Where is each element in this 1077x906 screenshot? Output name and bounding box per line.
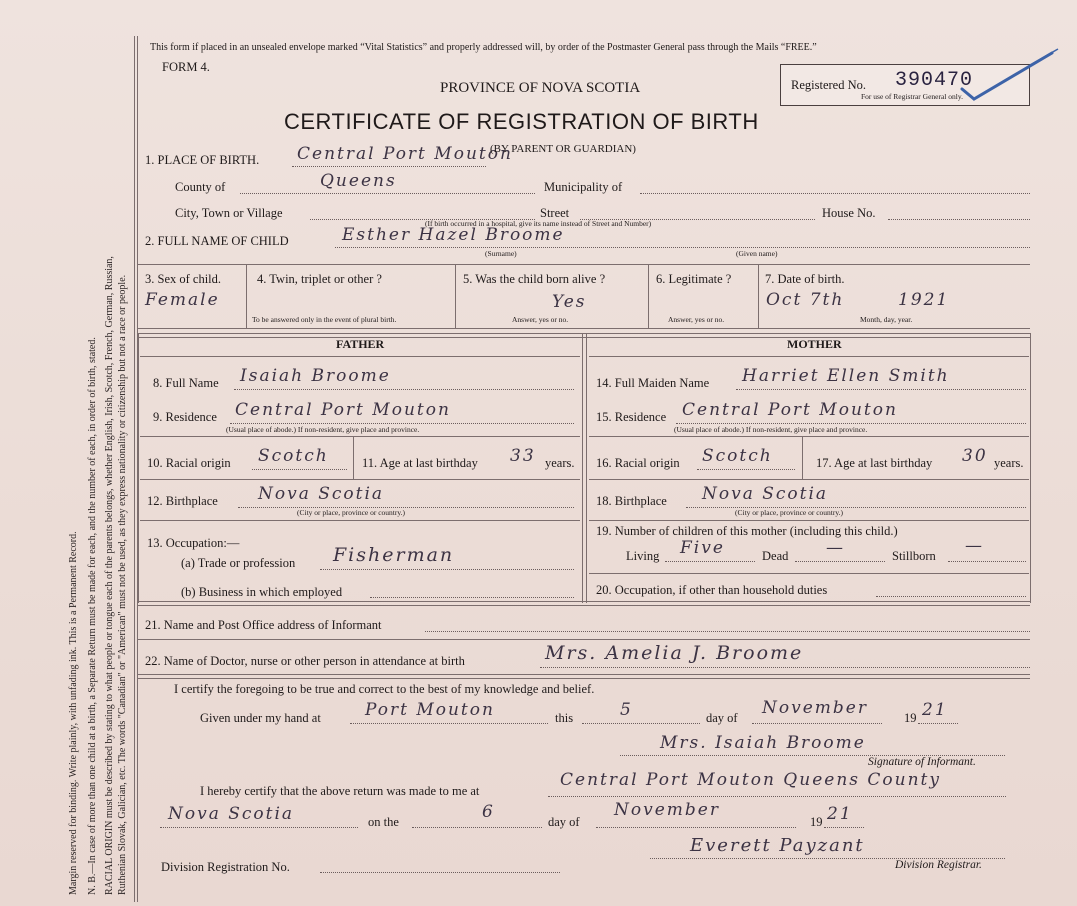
surname-note: (Surname) <box>485 249 517 258</box>
row3-divider-2 <box>455 264 456 328</box>
place-of-birth-value: Central Port Mouton <box>297 144 513 164</box>
mother-age-label: 17. Age at last birthday <box>816 456 933 470</box>
year2-value: 21 <box>827 804 853 824</box>
page-title: CERTIFICATE OF REGISTRATION OF BIRTH <box>284 109 759 134</box>
born-alive-label: 5. Was the child born alive ? <box>463 272 606 286</box>
margin-note-multiple-births: N. B.—In case of more than one child at a birth, a Separate Return must be made for each, and the number of each, in order of birth, stated. <box>87 337 98 895</box>
parents-center-divider-b <box>586 333 587 603</box>
sex-label: 3. Sex of child. <box>145 272 222 286</box>
on-the-line <box>412 827 542 828</box>
house-label: House No. <box>822 206 876 220</box>
father-age-value: 33 <box>510 446 536 466</box>
row3-divider-3 <box>648 264 649 328</box>
mother-residence-line <box>676 423 1026 424</box>
informant-signature: Mrs. Isaiah Broome <box>660 733 866 753</box>
mother-racial-divider <box>802 437 803 479</box>
father-birthplace-label: 12. Birthplace <box>147 494 218 508</box>
mother-row-rule-4 <box>589 573 1029 574</box>
postal-notice: This form if placed in an unsealed envelope marked “Vital Statistics” and properly addressed will, by order of the Postmaster General pass through the Mails “FREE.” <box>150 42 817 53</box>
row3-bottom-rule <box>138 328 1030 329</box>
street-label: Street <box>540 206 570 220</box>
born-alive-value: Yes <box>552 292 587 312</box>
month-value: November <box>762 698 868 718</box>
parents-top-rule <box>138 333 1030 338</box>
living-line <box>665 561 755 562</box>
dob-note: Month, day, year. <box>860 315 913 324</box>
certify-top-rule <box>138 674 1030 679</box>
day-of-label-2: day of <box>548 815 580 829</box>
month-line <box>752 723 882 724</box>
father-birthplace-note: (City or place, province or country.) <box>297 508 406 517</box>
father-trade-value: Fisherman <box>333 544 455 566</box>
house-line <box>888 219 1030 220</box>
father-residence-line <box>230 423 574 424</box>
mother-racial-line <box>697 469 795 470</box>
hospital-note: (If birth occurred in a hospital, give its name instead of Street and Number) <box>425 219 652 228</box>
child-name-label: 2. FULL NAME OF CHILD <box>145 234 289 248</box>
parents-left-edge <box>138 333 139 603</box>
mother-occupation-label: 20. Occupation, if other than household duties <box>596 583 828 597</box>
given-name-note: (Given name) <box>736 249 778 258</box>
attendant-label: 22. Name of Doctor, nurse or other person in attendance at birth <box>145 654 465 668</box>
county-line <box>240 193 535 194</box>
month2-line <box>596 827 796 828</box>
mother-children-label: 19. Number of children of this mother (including this child.) <box>596 524 898 538</box>
mother-residence-label: 15. Residence <box>596 410 667 424</box>
this-label: this <box>555 711 574 725</box>
mother-residence-value: Central Port Mouton <box>682 400 898 420</box>
father-birthplace-line <box>238 507 574 508</box>
mother-racial-value: Scotch <box>702 446 773 466</box>
year-line <box>918 723 958 724</box>
province-heading: PROVINCE OF NOVA SCOTIA <box>440 80 641 96</box>
legitimate-label: 6. Legitimate ? <box>656 272 732 286</box>
year2-line <box>824 827 864 828</box>
mother-name-label: 14. Full Maiden Name <box>596 376 710 390</box>
attendant-value: Mrs. Amelia J. Broome <box>545 642 804 664</box>
dead-label: Dead <box>762 549 789 563</box>
registrar-note: For use of Registrar General only. <box>861 92 963 101</box>
father-row-rule-1 <box>140 436 580 437</box>
margin-note-racial-origin-2: Ruthenian Slovak, Galician, etc. The words "Canadian" or "American" must not be used, as they express nationality or citizenship but not a race or people. <box>117 274 128 895</box>
mother-row-rule-2 <box>589 479 1029 480</box>
registrar-signature: Everett Payzant <box>690 835 865 856</box>
dob-year: 1921 <box>898 290 950 310</box>
dead-line <box>795 561 885 562</box>
this-line <box>582 723 700 724</box>
father-trade-label: (a) Trade or profession <box>181 556 296 570</box>
return-place-line-2 <box>160 827 358 828</box>
place-of-birth-line <box>292 166 486 167</box>
father-heading-rule <box>140 356 580 357</box>
informant-label: 21. Name and Post Office address of Informant <box>145 618 382 632</box>
certify-statement: I certify the foregoing to be true and correct to the best of my knowledge and belief. <box>174 682 595 696</box>
return-place-value: Central Port Mouton Queens County <box>560 770 941 790</box>
signature-label: Signature of Informant. <box>868 756 976 768</box>
given-label: Given under my hand at <box>200 711 321 725</box>
mother-age-unit: years. <box>994 456 1024 470</box>
city-label: City, Town or Village <box>175 206 283 220</box>
stillborn-value: — <box>965 536 984 556</box>
father-trade-line <box>320 569 574 570</box>
year2-prefix: 19 <box>810 815 823 829</box>
municipality-line <box>640 193 1030 194</box>
father-residence-note: (Usual place of abode.) If non-resident, give place and province. <box>226 425 420 434</box>
father-name-value: Isaiah Broome <box>240 366 391 386</box>
father-racial-divider <box>353 437 354 479</box>
informant-rule <box>138 639 1030 640</box>
living-label: Living <box>626 549 660 563</box>
mother-heading: MOTHER <box>787 337 842 351</box>
county-value: Queens <box>320 171 397 191</box>
return-place-value-2: Nova Scotia <box>168 804 295 824</box>
margin-note-racial-origin: RACIAL ORIGIN must be described by stating to what people or tongue each of the parents belongs, whether English, Irish, Scotch, French, German, Russian, <box>104 256 115 895</box>
mother-birthplace-label: 18. Birthplace <box>596 494 667 508</box>
father-row-rule-2 <box>140 479 580 480</box>
informant-line <box>425 631 1030 632</box>
year-prefix: 19 <box>904 711 917 725</box>
father-occupation-label: 13. Occupation:— <box>147 536 240 550</box>
given-place-line <box>350 723 548 724</box>
father-name-label: 8. Full Name <box>153 376 219 390</box>
mother-racial-label: 16. Racial origin <box>596 456 680 470</box>
mother-occupation-line <box>876 596 1026 597</box>
father-heading: FATHER <box>336 337 385 351</box>
margin-note-binding: Margin reserved for binding. Write plainly, with unfading ink. This is a Permanent Record. <box>68 531 79 895</box>
living-value: Five <box>680 538 725 558</box>
mother-age-value: 30 <box>962 446 988 466</box>
year-value: 21 <box>922 700 948 720</box>
day-of-label: day of <box>706 711 738 725</box>
division-registration-line <box>320 872 560 873</box>
mother-residence-note: (Usual place of abode.) If non-resident, give place and province. <box>674 425 868 434</box>
father-residence-value: Central Port Mouton <box>235 400 451 420</box>
twin-label: 4. Twin, triplet or other ? <box>257 272 382 286</box>
father-racial-value: Scotch <box>258 446 329 466</box>
sex-value: Female <box>145 290 220 310</box>
father-residence-label: 9. Residence <box>153 410 217 424</box>
parents-bottom-rule <box>138 601 1030 606</box>
parents-right-edge <box>1030 333 1031 603</box>
checkmark-icon <box>960 47 1060 107</box>
county-label: County of <box>175 180 226 194</box>
father-racial-label: 10. Racial origin <box>147 456 231 470</box>
father-name-line <box>234 389 574 390</box>
dob-value: Oct 7th <box>766 290 845 310</box>
mother-name-line <box>736 389 1026 390</box>
father-age-label: 11. Age at last birthday <box>362 456 478 470</box>
row3-top-rule <box>138 264 1030 265</box>
registered-number: 390470 <box>895 69 974 92</box>
father-age-unit: years. <box>545 456 575 470</box>
legitimate-note: Answer, yes or no. <box>668 315 725 324</box>
father-birthplace-value: Nova Scotia <box>258 484 385 504</box>
stillborn-line <box>948 561 1026 562</box>
registered-label: Registered No. <box>791 78 866 92</box>
father-business-label: (b) Business in which employed <box>181 585 343 599</box>
child-name-line <box>335 247 1030 248</box>
mother-name-value: Harriet Ellen Smith <box>742 366 950 386</box>
dob-label: 7. Date of birth. <box>765 272 845 286</box>
form-number: FORM 4. <box>162 60 210 74</box>
this-value: 5 <box>620 700 633 720</box>
attendant-line <box>540 667 1030 668</box>
father-business-line <box>370 597 574 598</box>
on-the-value: 6 <box>482 802 495 822</box>
division-registration-label: Division Registration No. <box>161 860 290 874</box>
mother-heading-rule <box>589 356 1029 357</box>
guardian-note: (BY PARENT OR GUARDIAN) <box>490 143 636 155</box>
division-registrar-label: Division Registrar. <box>895 859 982 871</box>
twin-note: To be answered only in the event of plural birth. <box>252 315 397 324</box>
return-label: I hereby certify that the above return was made to me at <box>200 784 480 798</box>
row3-divider-4 <box>758 264 759 328</box>
given-place-value: Port Mouton <box>365 700 495 720</box>
parents-center-divider-a <box>582 333 583 603</box>
child-name-value: Esther Hazel Broome <box>342 225 565 245</box>
row3-divider-1 <box>246 264 247 328</box>
form-left-border <box>134 36 135 902</box>
father-racial-line <box>252 469 347 470</box>
dead-value: — <box>826 538 845 558</box>
on-the-label: on the <box>368 815 399 829</box>
mother-row-rule-1 <box>589 436 1029 437</box>
place-of-birth-label: 1. PLACE OF BIRTH. <box>145 153 260 167</box>
mother-birthplace-note: (City or place, province or country.) <box>735 508 844 517</box>
return-place-line <box>548 796 1006 797</box>
month2-value: November <box>614 800 720 820</box>
mother-birthplace-value: Nova Scotia <box>702 484 829 504</box>
municipality-label: Municipality of <box>544 180 623 194</box>
stillborn-label: Stillborn <box>892 549 936 563</box>
born-alive-note: Answer, yes or no. <box>512 315 569 324</box>
father-row-rule-3 <box>140 520 580 521</box>
mother-row-rule-3 <box>589 520 1029 521</box>
